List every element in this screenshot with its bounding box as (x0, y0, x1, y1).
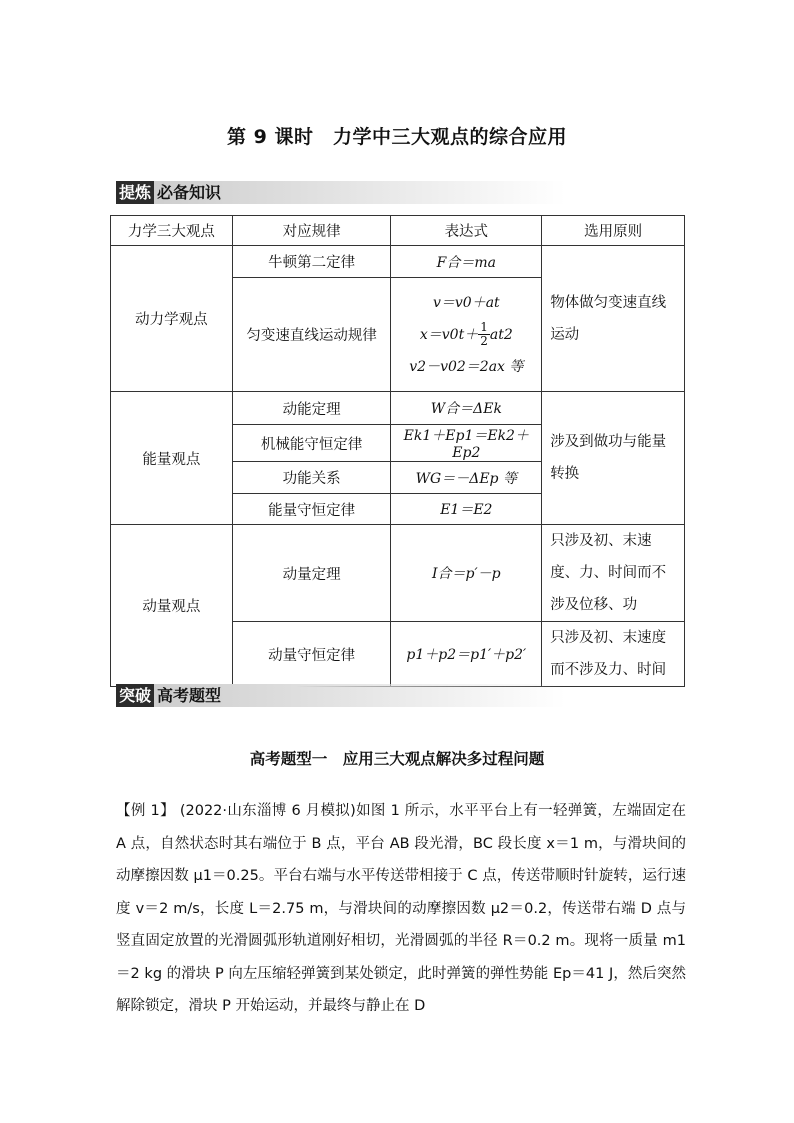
law-cell: 匀变速直线运动规律 (232, 278, 391, 392)
section-subtitle: 高考题型一 应用三大观点解决多过程问题 (249, 750, 545, 768)
law-cell: 功能关系 (232, 462, 391, 494)
law-cell: 机械能守恒定律 (232, 425, 391, 462)
banner-light-label: 必备知识 (157, 183, 222, 202)
law-cell: 牛顿第二定律 (232, 246, 391, 278)
table-row (111, 246, 685, 278)
principle-cell: 只涉及初、末速度、力、时间而不涉及位移、功 (542, 525, 685, 622)
table-row (111, 525, 685, 622)
header-cell: 选用原则 (542, 216, 685, 246)
section-banner-knowledge (116, 181, 566, 204)
fraction (478, 321, 490, 348)
banner-dark-label: 提炼 (116, 181, 154, 204)
expression-cell: W合＝ΔEk (391, 392, 542, 425)
law-cell: 动能定理 (232, 392, 391, 425)
banner-light-label: 高考题型 (157, 686, 222, 705)
mechanics-views-table (110, 215, 685, 687)
fraction-numerator: 1 (480, 320, 488, 334)
expression-cell (391, 278, 542, 392)
expression-line (395, 319, 537, 351)
law-cell: 能量守恒定律 (232, 494, 391, 525)
expression-part: x＝v0t＋ (419, 326, 479, 343)
principle-cell: 涉及到做功与能量转换 (542, 392, 685, 525)
view-energy: 能量观点 (111, 392, 233, 525)
header-cell: 力学三大观点 (111, 216, 233, 246)
header-cell: 对应规律 (232, 216, 391, 246)
header-cell: 表达式 (391, 216, 542, 246)
view-momentum: 动量观点 (111, 525, 233, 687)
expression-part: at2 (489, 326, 513, 343)
lesson-title: 第 9 课时 力学中三大观点的综合应用 (227, 126, 567, 148)
expression-cell: Ek1＋Ep1＝Ek2＋Ep2 (391, 425, 542, 462)
fraction-denominator: 2 (480, 334, 488, 348)
example-paragraph (116, 795, 686, 1023)
principle-cell: 只涉及初、末速度而不涉及力、时间 (542, 622, 685, 687)
expression-cell: I合＝p′－p (391, 525, 542, 622)
principle-cell: 物体做匀变速直线运动 (542, 246, 685, 392)
section-banner-exam (116, 684, 566, 707)
expression-cell: F合＝ma (391, 246, 542, 278)
law-cell: 动量定理 (232, 525, 391, 622)
expression-cell: E1＝E2 (391, 494, 542, 525)
law-cell: 动量守恒定律 (232, 622, 391, 687)
banner-dark-label: 突破 (116, 684, 154, 707)
expression-cell: p1＋p2＝p1′＋p2′ (391, 622, 542, 687)
example-text: (2022·山东淄博 6 月模拟)如图 1 所示，水平平台上有一轻弹簧，左端固定在 A 点，自然状态时其右端位于 B 点，平台 AB 段光滑，BC 段长度 x＝1 m，与滑块间的动摩擦因数 μ1＝0.25。平台右端与水平传送带相接于 C 点，传送带顺时针旋转，运行速度 v＝2 m/s，长度 L＝2.75 m，与滑块间的动摩擦因数 μ2＝0.2，传送带右端 D 点与竖直固定放置的光滑圆弧形轨道刚好相切，光滑圆弧的半径 R＝0.2 m。现将一质量 m1＝2 kg 的滑块 P 向左压缩轻弹簧到某处锁定，此时弹簧的弹性势能 Ep＝41 J，然后突然解除锁定，滑块 P 开始运动，并最终与静止在 D (116, 803, 686, 1014)
table-row (111, 392, 685, 425)
example-label: 【例 1】 (116, 803, 175, 819)
expression-cell: WG＝－ΔEp 等 (391, 462, 542, 494)
view-dynamics: 动力学观点 (111, 246, 233, 392)
table-header-row (111, 216, 685, 246)
expression-line: v＝v0＋at (432, 294, 500, 311)
expression-line: v2－v02＝2ax 等 (409, 358, 524, 375)
